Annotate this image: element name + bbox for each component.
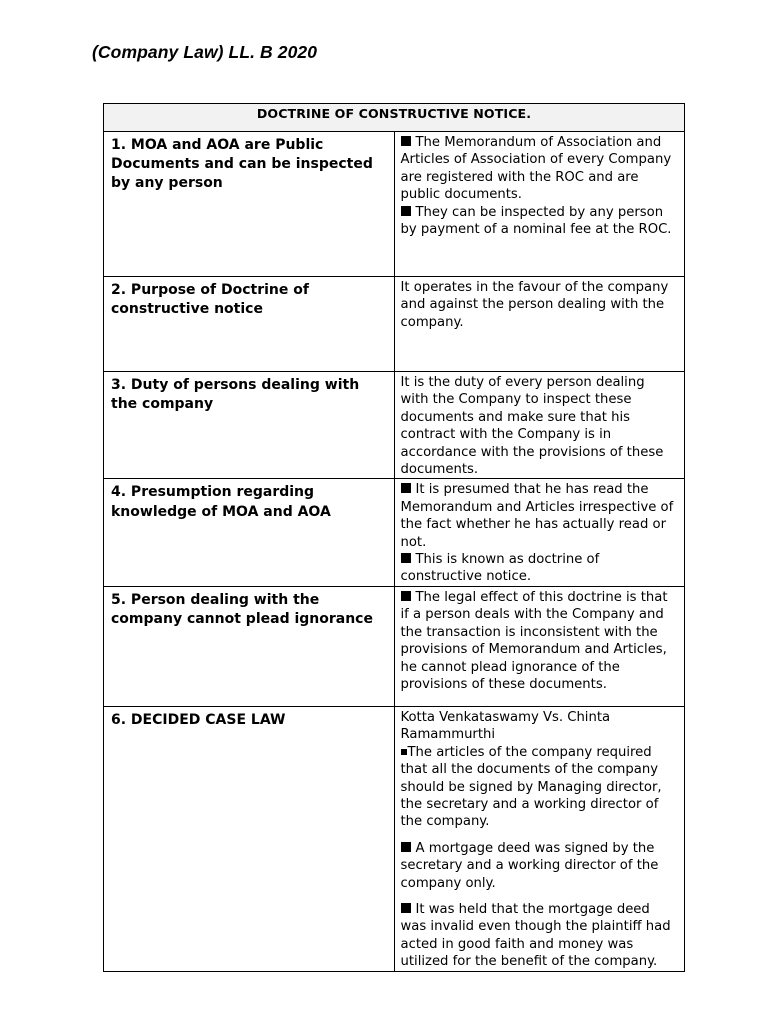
case-name: Kotta Venkataswamy Vs. Chinta Ramammurthi — [400, 709, 611, 743]
list-item — [401, 901, 677, 971]
row-heading: 2. Purpose of Doctrine of constructive notice — [104, 277, 395, 372]
row-body — [394, 706, 685, 971]
row-heading: 1. MOA and AOA are Public Documents and can be inspected by any person — [104, 132, 395, 277]
list-item — [401, 204, 677, 239]
table-title-row — [104, 104, 685, 132]
row-body — [394, 372, 685, 479]
row-body — [394, 479, 685, 586]
paragraph-text: The articles of the company required that all the documents of the company should be signed by Managing director, the secretary and a working director of the company. — [400, 744, 662, 830]
paragraph-text: A mortgage deed was signed by the secretary and a working director of the company only. — [400, 840, 659, 891]
paragraph-text: It operates in the favour of the company and against the person dealing with the company. — [400, 280, 669, 330]
square-bullet-icon — [401, 206, 411, 216]
row-heading: 5. Person dealing with the company cannot plead ignorance — [104, 586, 395, 706]
square-bullet-icon — [401, 553, 411, 563]
paragraph-text: It is presumed that he has read the Memorandum and Articles irrespective of the fact whether he has actually read or not. — [400, 482, 674, 550]
paragraph-text: They can be inspected by any person by payment of a nominal fee at the ROC. — [400, 204, 672, 238]
square-bullet-icon — [401, 842, 411, 852]
table-row — [104, 706, 685, 971]
list-item — [401, 589, 677, 693]
square-bullet-icon — [401, 591, 411, 601]
paragraph-text: The Memorandum of Association and Articles of Association of every Company are registered with the ROC and are public documents. — [400, 135, 672, 203]
table-title: DOCTRINE OF CONSTRUCTIVE NOTICE. — [104, 104, 685, 132]
table-row — [104, 479, 685, 586]
row-heading: 4. Presumption regarding knowledge of MOA and AOA — [104, 479, 395, 586]
list-item — [401, 744, 677, 831]
table-row — [104, 372, 685, 479]
row-heading: 6. DECIDED CASE LAW — [104, 706, 395, 971]
row-body — [394, 132, 685, 277]
list-item — [401, 551, 677, 586]
row-body — [394, 277, 685, 372]
square-bullet-icon — [401, 749, 407, 755]
paragraph-text: It was held that the mortgage deed was invalid even though the plaintiff had acted in good faith and money was utilized for the benefit of the company. — [400, 901, 671, 970]
table-row — [104, 277, 685, 372]
list-item — [401, 840, 677, 892]
row-body — [394, 586, 685, 706]
paragraph-text: The legal effect of this doctrine is that if a person deals with the Company and the transaction is inconsistent with the provisions of Memorandum and Articles, he cannot plead ignorance of the provisions of these documents. — [400, 589, 668, 692]
table-row — [104, 132, 685, 277]
paragraph-text: This is known as doctrine of constructive notice. — [400, 552, 600, 585]
doctrine-table — [103, 103, 685, 972]
square-bullet-icon — [401, 136, 411, 146]
list-item — [401, 134, 677, 204]
table-row — [104, 586, 685, 706]
list-item — [401, 481, 677, 551]
page-header: (Company Law) LL. B 2020 — [92, 42, 318, 62]
square-bullet-icon — [401, 483, 411, 493]
paragraph-text: It is the duty of every person dealing with the Company to inspect these documents and make sure that his contract with the Company is in accordance with the provisions of these documents. — [400, 375, 664, 478]
row-heading: 3. Duty of persons dealing with the company — [104, 372, 395, 479]
square-bullet-icon — [401, 903, 411, 913]
